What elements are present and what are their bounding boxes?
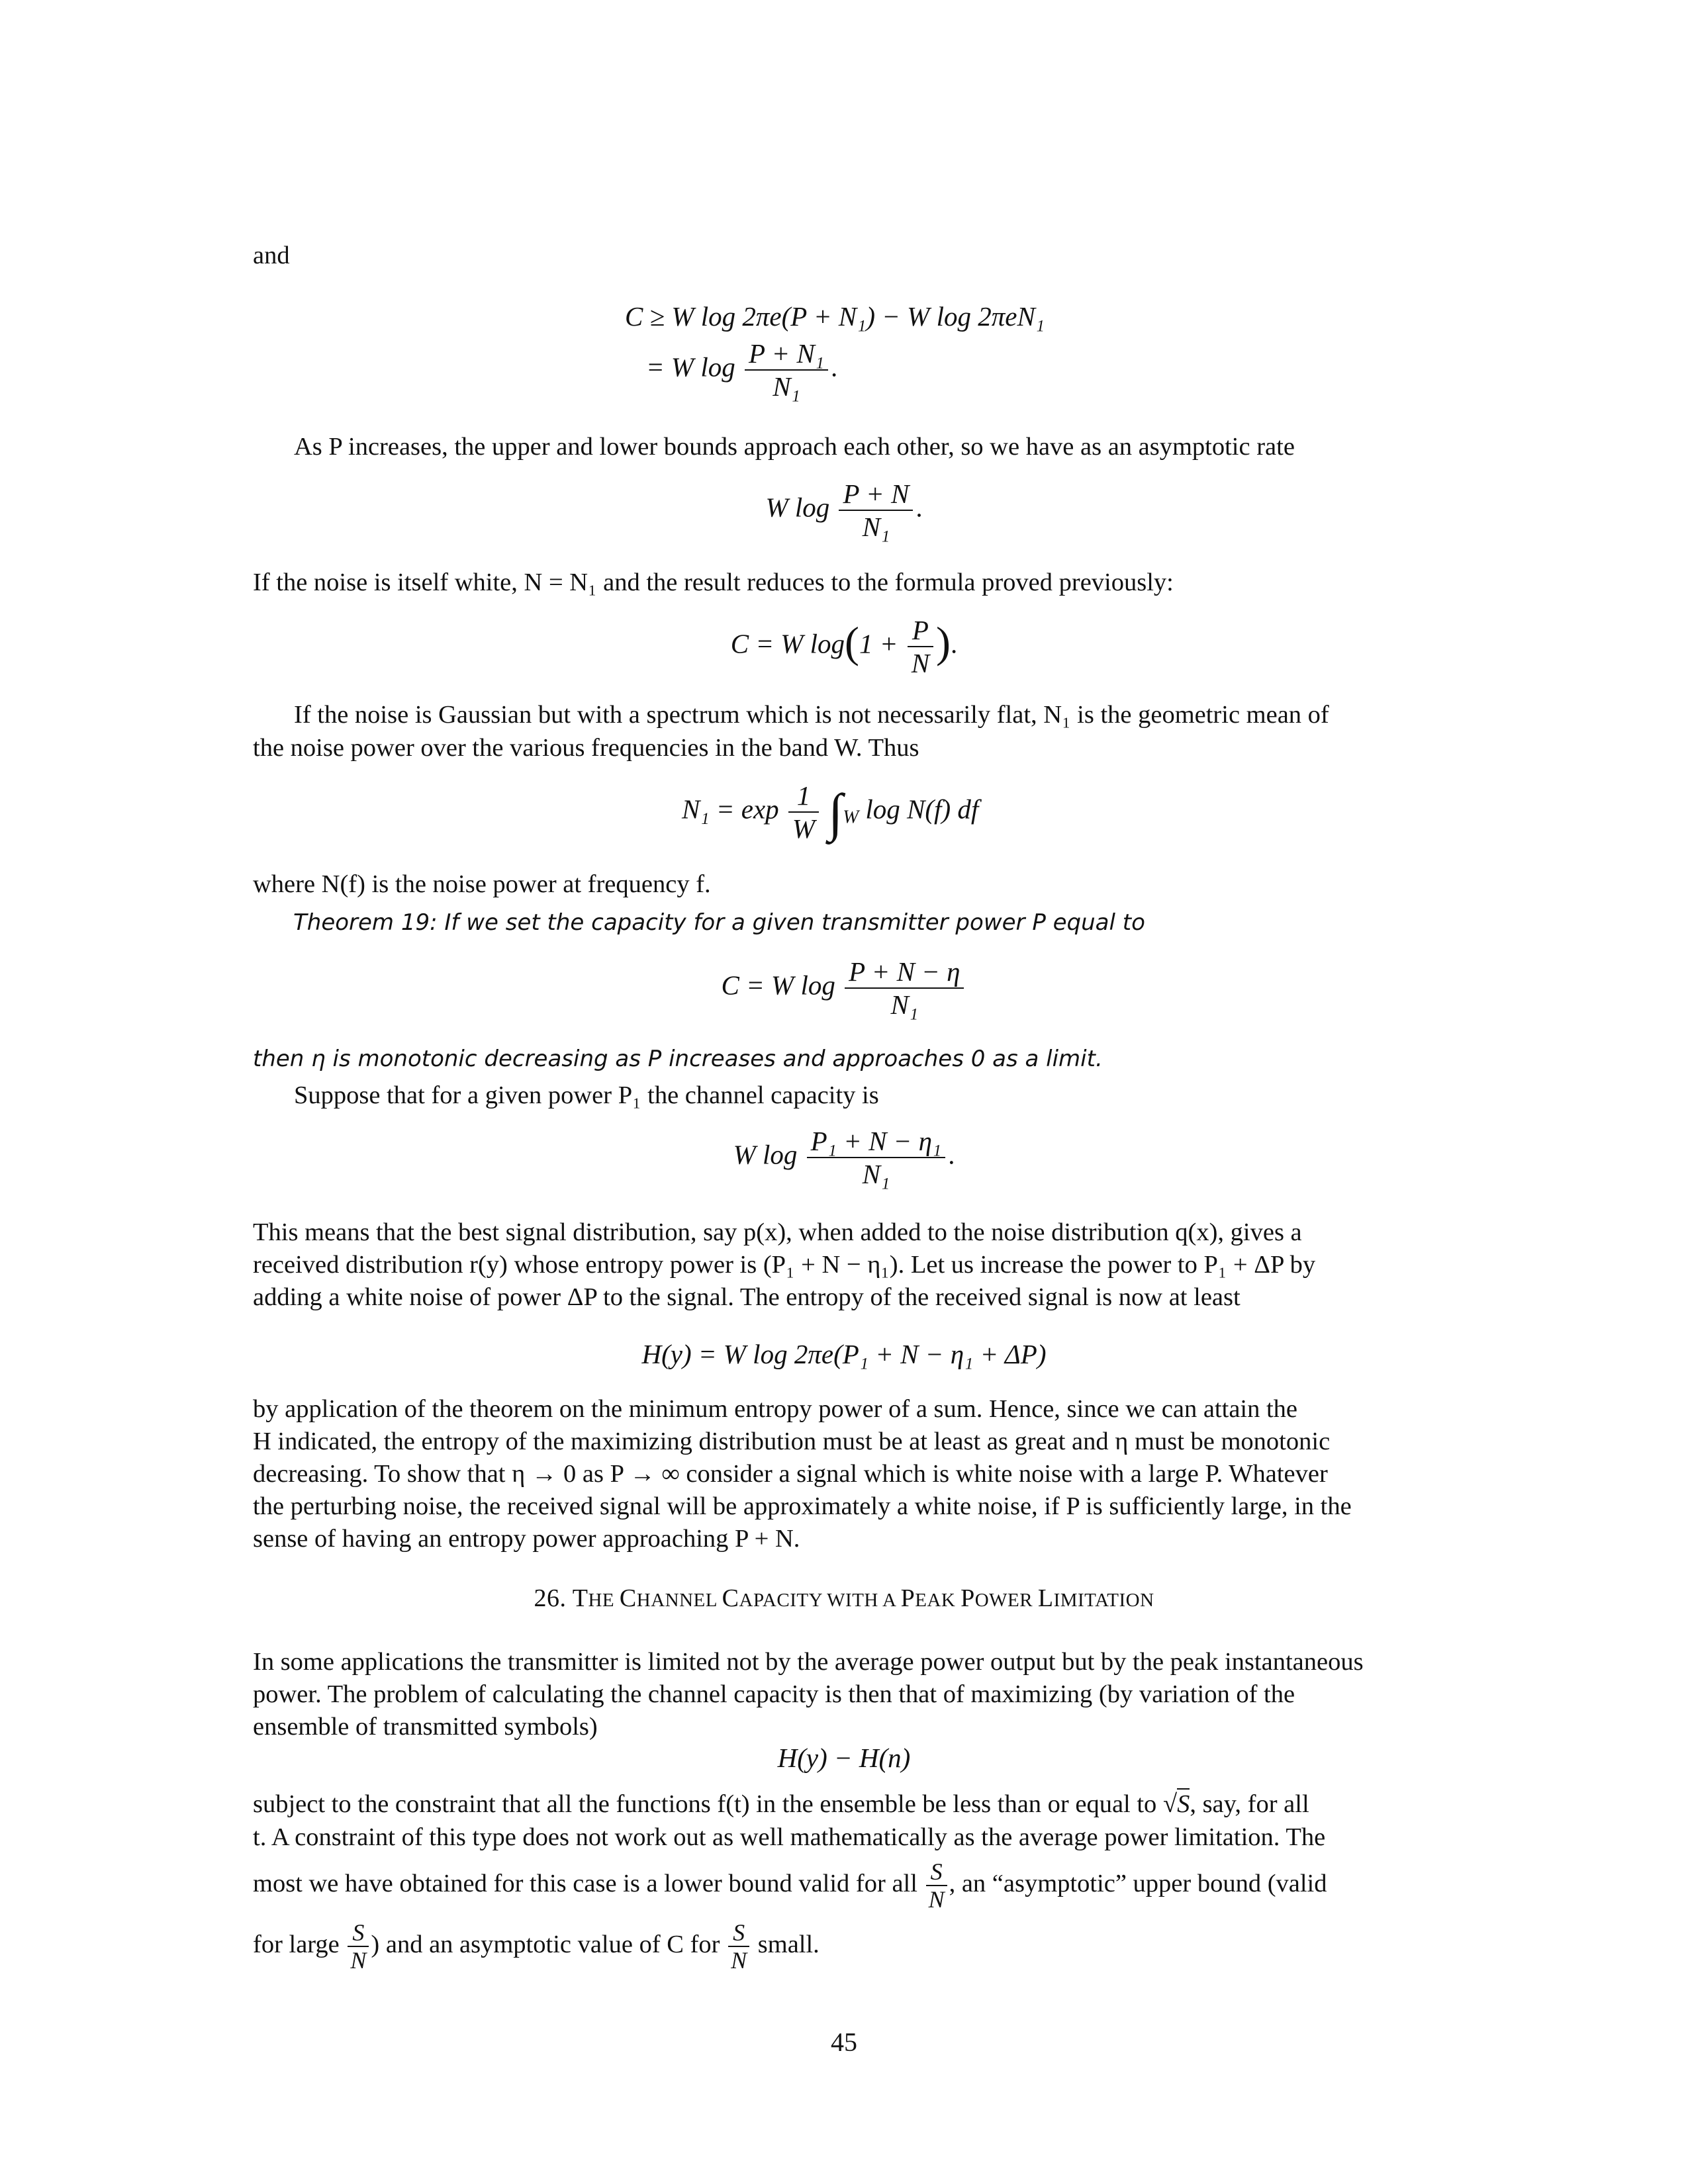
equation-entropy-difference: H(y) − H(n) bbox=[777, 1743, 911, 1773]
text-white-noise: If the noise is itself white, N = N₁ and the result reduces to the formula proved previously: bbox=[253, 569, 1174, 596]
text-means-line2: received distribution r(y) whose entropy power is (P₁ + N − η₁). Let us increase the power to P₁ + ΔP by bbox=[253, 1251, 1316, 1279]
text-where-nf: where N(f) is the noise power at frequency f. bbox=[253, 870, 711, 898]
equation-asymptotic-rate: W log $\frac{P + N}{\text{N₁}}$ . bbox=[765, 478, 923, 542]
text-subject-line1: subject to the constraint that all the functions f(t) in the ensemble be less than or equal to √S, say, for all bbox=[253, 1788, 1435, 1821]
text-peak-line1: In some applications the transmitter is limited not by the average power output but by the peak instantaneous bbox=[253, 1648, 1364, 1676]
equation-capacity-lower-bound-line2: = W log $\frac{\text{P + N₁}}{\text{N₁}}$ . bbox=[646, 338, 838, 402]
page-number: 45 bbox=[831, 2027, 857, 2057]
text-application-line1: by application of the theorem on the minimum entropy power of a sum. Hence, since we can attain the bbox=[253, 1395, 1298, 1423]
equation-capacity-lower-bound-line1: C ≥ W log 2πe(P + N₁) − W log 2πeN₁ bbox=[625, 301, 1045, 332]
theorem-label: Theorem 19: bbox=[293, 909, 438, 936]
text-gaussian-line2: the noise power over the various frequencies in the band W. Thus bbox=[253, 734, 919, 762]
text-means-line3: adding a white noise of power ΔP to the signal. The entropy of the received signal is now at least bbox=[253, 1283, 1241, 1311]
text-asymptotic-rate: As P increases, the upper and lower bounds approach each other, so we have as an asymptotic rate bbox=[294, 433, 1295, 461]
text-peak-line2: power. The problem of calculating the channel capacity is then that of maximizing (by variation of the bbox=[253, 1680, 1295, 1708]
text-subject-line4: for large $\frac{S}{N}$ ) and an asymptotic value of C for $\frac{S}{N}$ small. bbox=[253, 1919, 820, 1974]
text-subject-line2: t. A constraint of this type does not work out as well mathematically as the average power limitation. The bbox=[253, 1823, 1326, 1851]
text-application-line3: decreasing. To show that η → 0 as P → ∞ consider a signal which is white noise with a large P. Whatever bbox=[253, 1460, 1328, 1488]
theorem-19-statement bbox=[293, 907, 1145, 939]
equation-geometric-mean: N₁ = exp $\frac{1}{W}$ $\int_W$ log N(f) df bbox=[682, 780, 979, 844]
text-peak-line3: ensemble of transmitted symbols) bbox=[253, 1713, 598, 1741]
text-application-line2: H indicated, the entropy of the maximizing distribution must be at least as great and η must be monotonic bbox=[253, 1428, 1331, 1455]
theorem-text: If we set the capacity for a given transmitter power P equal to bbox=[444, 909, 1145, 936]
equation-theorem-19: C = W log $\frac{P + N - \eta}{\text{N₁}}$ bbox=[0, 956, 1688, 1021]
theorem-19-conclusion: then η is monotonic decreasing as P increases and approaches 0 as a limit. bbox=[253, 1046, 1103, 1072]
text-subject-line3: most we have obtained for this case is a lower bound valid for all $\frac{S}{N}$ , an “asymptotic” upper bound (valid bbox=[253, 1858, 1327, 1913]
equation-entropy-received: H(y) = W log 2πe(P₁ + N − η₁ + ΔP) bbox=[641, 1339, 1047, 1369]
text-gaussian-line1: If the noise is Gaussian but with a spectrum which is not necessarily flat, N₁ is the geometric mean of bbox=[294, 701, 1329, 729]
equation-capacity-p1: W log $\frac{\text{P₁ + N − η₁}}{\text{N₁}}$ . bbox=[733, 1126, 955, 1189]
text-suppose: Suppose that for a given power P₁ the channel capacity is bbox=[294, 1081, 879, 1109]
section-heading-26: 26. THE CHANNEL CAPACITY WITH A PEAK POWER LIMITATION bbox=[534, 1584, 1154, 1612]
text-application-line4: the perturbing noise, the received signal will be approximately a white noise, if P is sufficiently large, in the bbox=[253, 1492, 1352, 1520]
text-and: and bbox=[253, 242, 290, 269]
text-application-line5: sense of having an entropy power approaching P + N. bbox=[253, 1525, 800, 1553]
equation-capacity-formula: C = W log(1 + $\frac{P}{N}$ ). bbox=[730, 615, 958, 678]
text-means-line1: This means that the best signal distribution, say p(x), when added to the noise distribution q(x), gives a bbox=[253, 1218, 1302, 1246]
